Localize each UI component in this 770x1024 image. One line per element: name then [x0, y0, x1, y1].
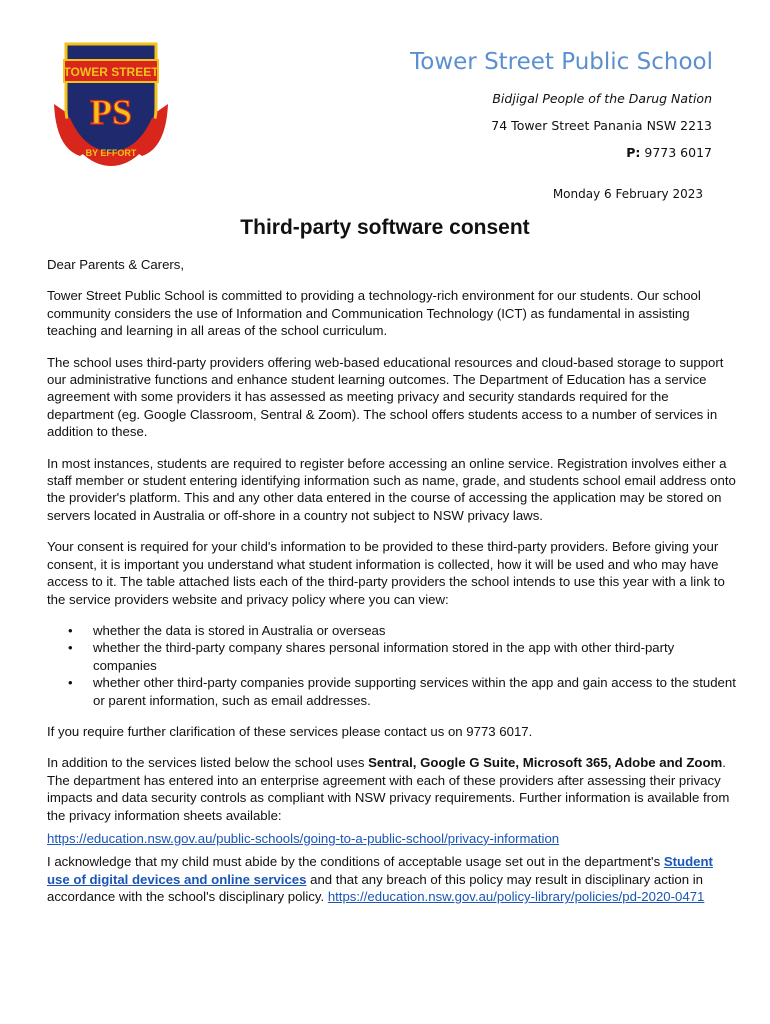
privacy-information-link[interactable]: https://education.nsw.gov.au/public-schools/going-to-a-public-school/privacy-information [47, 830, 560, 846]
page-title: Third-party software consent [240, 216, 530, 239]
list-item: • whether other third-party companies provide supporting services within the app and gain access to the student or parent information, such as email addresses. [68, 675, 736, 708]
crest-initials: PS [89, 92, 133, 132]
student-use-policy-link[interactable]: Student use of digital devices and online services [47, 854, 713, 887]
services-list-bold: Sentral, Google G Suite, Microsoft 365, Adobe and Zoom [368, 755, 723, 771]
list-item: • whether the data is stored in Australia or overseas [68, 622, 386, 638]
salutation: Dear Parents & Carers, [47, 257, 185, 272]
phone-line [626, 145, 712, 160]
list-item: • whether the third-party company shares personal information stored in the app with other third-party companies [68, 640, 675, 673]
nation-line: Bidjigal People of the Darug Nation [492, 91, 712, 106]
address-line: 74 Tower Street Panania NSW 2213 [491, 118, 712, 133]
bullet-icon: • [68, 675, 73, 691]
crest-motto: BY EFFORT [85, 148, 137, 158]
bullet-list [47, 622, 737, 709]
letter-date: Monday 6 February 2023 [552, 187, 703, 201]
paragraph-2: The school uses third-party providers offering web-based educational resources and cloud-based storage to support our administrative functions and enhance student learning outcomes. The Department of Education has a service agreement with some providers it has assessed as meeting privacy and security standards required for the department (eg. Google Classroom, Sentral & Zoom). The school offers students access to a number of services in addition to these. [47, 354, 724, 440]
phone-label: P: [626, 145, 641, 160]
school-name: Tower Street Public School [410, 49, 713, 75]
paragraph-4: Your consent is required for your child's information to be provided to these third-party providers. Before giving your consent, it is important you understand what student information is collected, how it will be used and who may have access to it. The table attached lists each of the third-party providers the school intends to use this year with a link to the service providers website and privacy policy where you can view: [47, 539, 725, 607]
policy-library-link[interactable]: https://education.nsw.gov.au/policy-library/policies/pd-2020-0471 [327, 889, 705, 905]
bullet-icon: • [68, 622, 73, 638]
letter-body [47, 256, 737, 920]
paragraph-7: I acknowledge that my child must abide by the conditions of acceptable usage set out in the department's Student use of digital devices and online services and that any breach of this policy may result in disciplinary action in accordance with the school's disciplinary policy. https://education.nsw.gov.au/policy-library/policies/pd-2020-0471 [47, 854, 713, 905]
paragraph-6: In addition to the services listed below the school uses Sentral, Google G Suite, Microsoft 365, Adobe and Zoom. The department has entered into an enterprise agreement with each of these providers after assessing their privacy impacts and data security controls as compliant with NSW privacy requirements. Further information is available from the privacy information sheets available: [47, 755, 730, 823]
crest-top-text: TOWER STREET [63, 65, 159, 79]
paragraph-3: In most instances, students are required to register before accessing an online service. Registration involves either a staff member or student entering identifying information such as name, grade, and students school email address onto the provider's platform. This and any other data entered in the course of accessing the application may be stored on servers located in Australia or off-shore in a country not subject to NSW privacy laws. [47, 455, 736, 523]
school-crest-logo [52, 38, 170, 170]
bullet-icon: • [68, 640, 73, 656]
paragraph-5: If you require further clarification of these services please contact us on 9773 6017. [47, 723, 533, 739]
phone-number: 9773 6017 [644, 145, 712, 160]
paragraph-1: Tower Street Public School is committed to providing a technology-rich environment for our students. Our school community considers the use of Information and Communication Technology (ICT) as fundamental in assisting teaching and learning in all areas of the school curriculum. [47, 288, 701, 339]
